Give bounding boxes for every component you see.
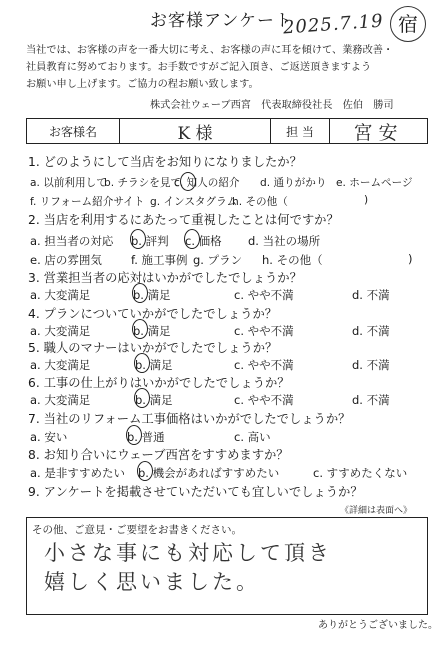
q4-option-b[interactable]: b. 満足 (133, 324, 171, 338)
q5-option-b[interactable]: b. 満足 (135, 358, 173, 372)
q2-option-e[interactable]: e. 店の雰囲気 (30, 253, 102, 267)
comment-line-1: 小さな事にも対応して頂き (44, 541, 332, 565)
q7-option-a[interactable]: a. 安い (30, 430, 68, 444)
q5-option-c[interactable]: c. やや不満 (234, 358, 294, 372)
handwritten-date: 2025.7.19 (282, 10, 385, 39)
intro-line-1: 当社では、お客様の声を一番大切に考え、お客様の声に耳を傾けて、業務改善・ (26, 45, 394, 56)
customer-label-cell (27, 119, 120, 143)
question-8: 8. お知り合いにウェーブ西宮をすすめますか？ (28, 448, 289, 462)
q3-selected-circle (132, 283, 148, 303)
seal-stamp: 宿 (390, 6, 426, 42)
q1-option-c[interactable]: c. 知人の紹介 (174, 177, 240, 189)
q3-option-c[interactable]: c. やや不満 (234, 288, 294, 302)
comment-line-2: 嬉しく思いました。 (44, 570, 260, 594)
question-5: 5. 職人のマナーはいかがでしたでしょうか？ (28, 341, 278, 355)
q8-option-b[interactable]: b. 機会があればすすめたい (138, 466, 280, 480)
question-9: 9. アンケートを掲載させていただいても宜しいでしょうか？ (28, 485, 363, 499)
q2-circle-c (184, 229, 200, 249)
customer-name: K 様 (177, 123, 213, 144)
staff-label-cell (271, 119, 330, 143)
q1-selected-circle (180, 172, 196, 191)
q2-option-g[interactable]: g. プラン (193, 253, 243, 267)
customer-label: お客様名 (48, 124, 97, 139)
q7-option-b[interactable]: b. 普通 (127, 430, 165, 444)
q4-option-c[interactable]: c. やや不満 (234, 324, 294, 338)
q4-selected-circle (132, 319, 148, 339)
q3-option-d[interactable]: d. 不満 (352, 288, 390, 302)
q8-selected-circle (137, 461, 153, 481)
q4-option-d[interactable]: d. 不満 (352, 324, 390, 338)
q6-option-a[interactable]: a. 大変満足 (30, 393, 91, 407)
q6-option-c[interactable]: c. やや不満 (234, 393, 294, 407)
thank-you-text: ありがとうございました。 (318, 620, 438, 631)
customer-info-box (26, 118, 428, 144)
q1-option-h[interactable]: h. その他（ (232, 196, 288, 208)
q2-option-c[interactable]: c. 価格 (185, 234, 222, 248)
q8-option-a[interactable]: a. 是非すすめたい (30, 466, 125, 480)
intro-line-2: 社員教育に努めております。お手数ですがご記入頂き、ご返送頂きますよう (26, 62, 372, 73)
staff-value-cell[interactable] (330, 119, 427, 143)
question-6: 6. 工事の仕上がりはいかがでしたでしょうか？ (28, 376, 290, 390)
q6-option-d[interactable]: d. 不満 (352, 393, 390, 407)
q6-selected-circle (134, 388, 150, 408)
details-note: 《詳細は表面へ》 (340, 506, 413, 516)
q2-option-h[interactable]: h. その他（ (262, 253, 323, 267)
q4-option-a[interactable]: a. 大変満足 (30, 324, 91, 338)
q3-option-a[interactable]: a. 大変満足 (30, 288, 91, 302)
q6-option-b[interactable]: b. 満足 (135, 393, 173, 407)
question-3: 3. 営業担当者の応対はいかがでしたでしょうか？ (28, 271, 302, 285)
q1-option-d[interactable]: d. 通りがかり (260, 177, 327, 189)
question-4: 4. プランについていかがでしたでしょうか？ (28, 307, 278, 321)
q1-option-b[interactable]: b. チラシを見て (104, 177, 182, 189)
q1-option-h-close: ) (364, 194, 369, 206)
staff-name: 宮安 (353, 121, 404, 144)
q3-option-b[interactable]: b. 満足 (133, 288, 171, 302)
q7-selected-circle (126, 425, 142, 445)
q2-option-d[interactable]: d. 当社の場所 (248, 234, 321, 248)
q5-option-d[interactable]: d. 不満 (352, 358, 390, 372)
intro-line-3: お願い申し上げます。ご協力の程お願い致します。 (26, 79, 259, 90)
comment-label: その他、ご意見・ご要望をお書きください。 (32, 524, 242, 536)
q5-option-a[interactable]: a. 大変満足 (30, 358, 91, 372)
q7-option-c[interactable]: c. 高い (234, 430, 271, 444)
company-signature: 株式会社ウェーブ西宮 代表取締役社長 佐伯 勝司 (150, 100, 394, 111)
q8-option-c[interactable]: c. すすめたくない (313, 466, 408, 480)
question-1: 1. どのようにして当店をお知りになりましたか？ (28, 155, 302, 169)
q2-option-a[interactable]: a. 担当者の対応 (30, 234, 114, 248)
survey-title: お客様アンケート (150, 11, 293, 31)
staff-label: 担 当 (286, 124, 314, 139)
q1-option-e[interactable]: e. ホームページ (336, 177, 413, 189)
q2-option-f[interactable]: f. 施工事例 (131, 253, 188, 267)
q1-option-f[interactable]: f. リフォーム紹介サイト (30, 196, 145, 208)
q2-option-h-close: ) (408, 252, 413, 266)
customer-value-cell[interactable] (120, 119, 271, 143)
q2-option-b[interactable]: b. 評判 (131, 234, 169, 248)
q2-circle-b (130, 229, 146, 249)
q1-option-g[interactable]: g. インスタグラム (150, 196, 238, 208)
q5-selected-circle (134, 353, 150, 373)
q1-option-a[interactable]: a. 以前利用して (30, 177, 107, 189)
question-2: 2. 当店を利用するにあたって重視したことは何ですか？ (28, 213, 339, 227)
question-7: 7. 当社のリフォーム工事価格はいかがでしたでしょうか？ (28, 412, 351, 426)
